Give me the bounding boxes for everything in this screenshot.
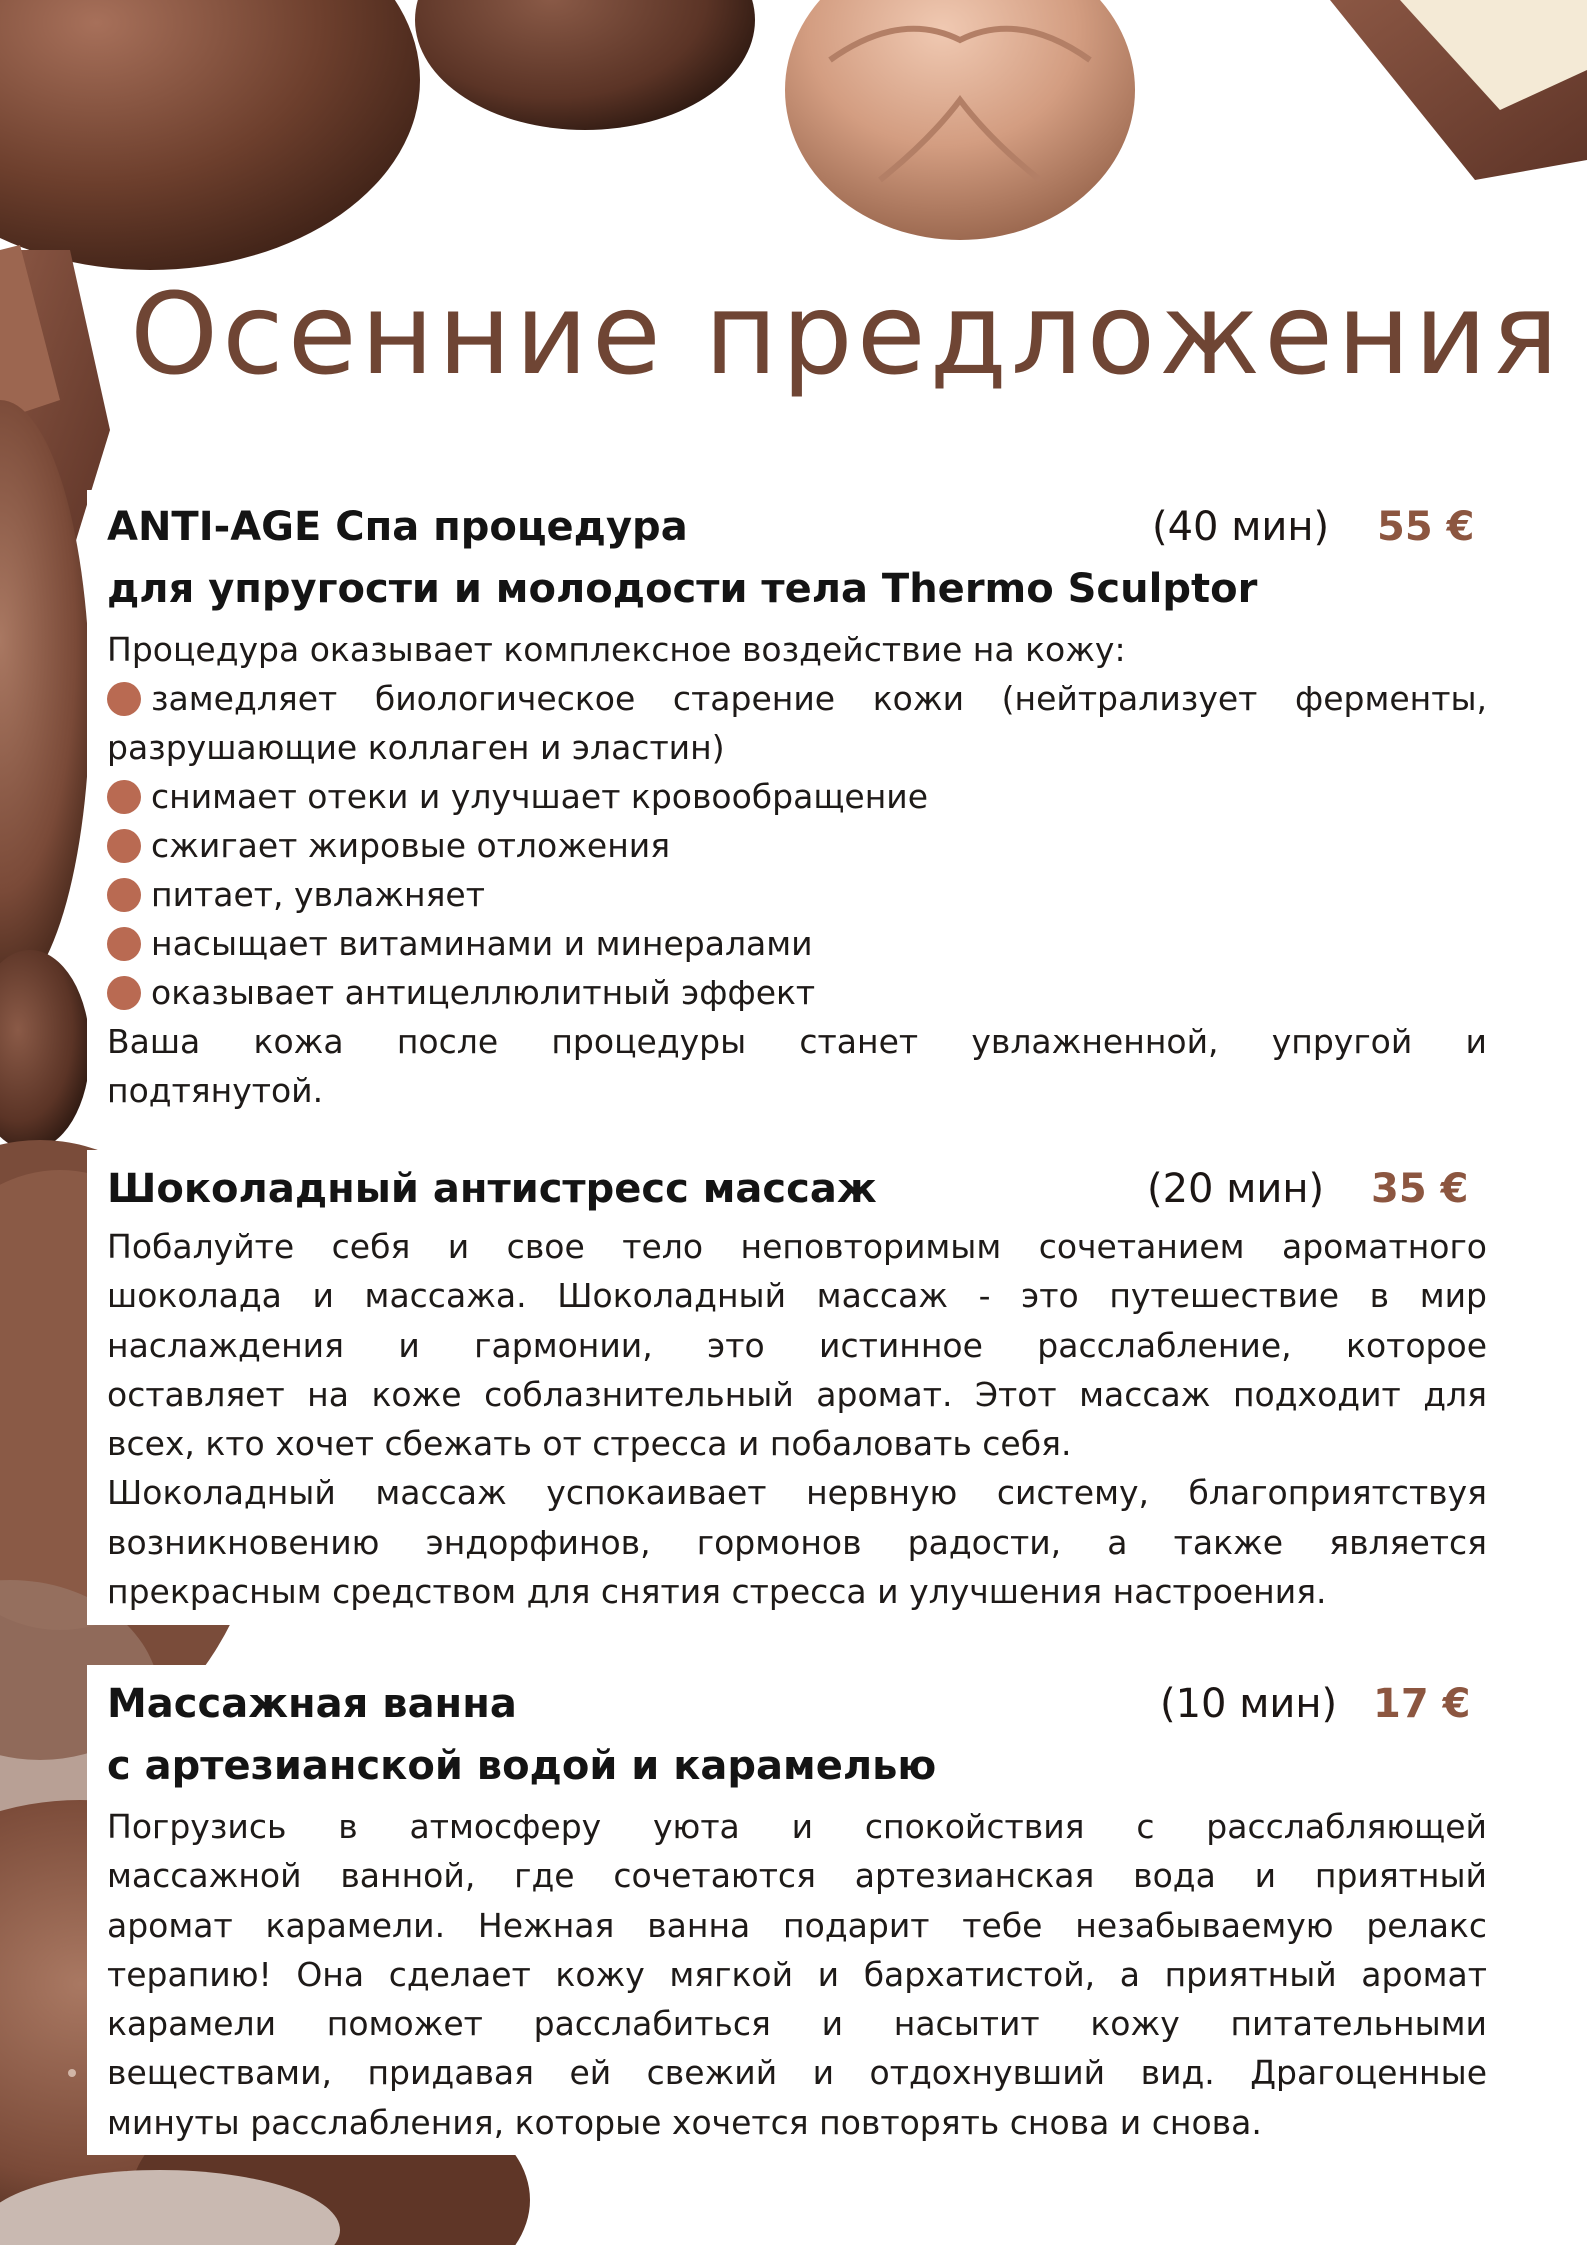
bullet-icon [107,780,141,814]
service-title: Массажная ванна [107,1681,517,1727]
bullet-text-continued: разрушающие коллаген и эластин) [107,728,725,768]
bullet-text: замедляет биологическое старение кожи (нейтрализует ферменты, [151,679,1487,718]
service-duration: (10 мин) [1160,1681,1338,1727]
bullet-text: сжигает жировые отложения [151,826,671,865]
description-line: наслаждения и гармонии, это истинное расслабление, которое [107,1325,1487,1365]
description-line: Шоколадный массаж успокаивает нервную систему, благоприятствуя [107,1473,1487,1513]
service-subtitle: с артезианской водой и карамелью [107,1743,937,1789]
bullet-text: питает, увлажняет [151,875,485,914]
outro-line: подтянутой. [107,1071,324,1111]
bullet-item [107,821,1487,870]
service-price: 55 € [1377,504,1475,550]
service-title: Шоколадный антистресс массаж [107,1166,877,1212]
bullet-icon [107,878,141,912]
description-line: шоколада и массажа. Шоколадный массаж - это путешествие в мир [107,1276,1487,1316]
bullet-text: оказывает антицеллюлитный эффект [151,973,816,1012]
service-subtitle: для упругости и молодости тела Thermo Sculptor [107,566,1258,612]
bullet-item [107,772,1487,821]
service-description [107,1802,1487,2147]
page-title: Осенние предложения [130,270,1563,400]
description-line: терапию! Она сделает кожу мягкой и бархатистой, а приятный аромат [107,1954,1487,1994]
description-line: возникновению эндорфинов, гормонов радости, а также является [107,1522,1487,1562]
description-line: прекрасным средством для снятия стресса и улучшения настроения. [107,1572,1327,1612]
description-line: Погрузись в атмосферу уюта и спокойствия с расслабляющей [107,1807,1487,1846]
bullet-item [107,870,1487,919]
bullet-item [107,968,1487,1017]
service-price: 35 € [1371,1166,1469,1212]
description-line: минуты расслабления, которые хочется повторять снова и снова. [107,2102,1262,2142]
bullet-item [107,919,1487,968]
bullet-text: снимает отеки и улучшает кровообращение [151,777,929,816]
service-intro: Процедура оказывает комплексное воздействие на кожу: [107,630,1126,669]
service-title: ANTI-AGE Спа процедура [107,504,688,550]
service-card-anti-age [87,490,1507,1120]
bullet-icon [107,682,141,716]
description-line: оставляет на коже соблазнительный аромат. Этот массаж подходит для [107,1374,1487,1414]
service-card-chocolate-massage [87,1150,1507,1625]
description-line: аромат карамели. Нежная ванна подарит тебе незабываемую релакс [107,1905,1487,1945]
description-line: веществами, придавая ей свежий и отдохнувший вид. Драгоценные [107,2053,1487,2093]
bullet-text: насыщает витаминами и минералами [151,924,813,963]
description-line: всех, кто хочет сбежать от стресса и побаловать себя. [107,1424,1072,1464]
bullet-icon [107,829,141,863]
bullet-icon [107,927,141,961]
service-duration: (40 мин) [1152,504,1330,550]
bullet-item [107,674,1487,773]
bullet-icon [107,976,141,1010]
description-line: карамели поможет расслабиться и насытит кожу питательными [107,2004,1487,2044]
decorative-dot [68,2069,76,2077]
service-card-massage-bath [87,1665,1507,2155]
description-line: массажной ванной, где сочетаются артезианская вода и приятный [107,1856,1487,1896]
service-duration: (20 мин) [1147,1166,1325,1212]
service-price: 17 € [1373,1681,1471,1727]
description-line: Побалуйте себя и свое тело неповторимым сочетанием ароматного [107,1227,1487,1266]
service-description [107,1222,1487,1616]
outro-line: Ваша кожа после процедуры станет увлажненной, упругой и [107,1022,1487,1061]
service-outro [107,1017,1487,1116]
